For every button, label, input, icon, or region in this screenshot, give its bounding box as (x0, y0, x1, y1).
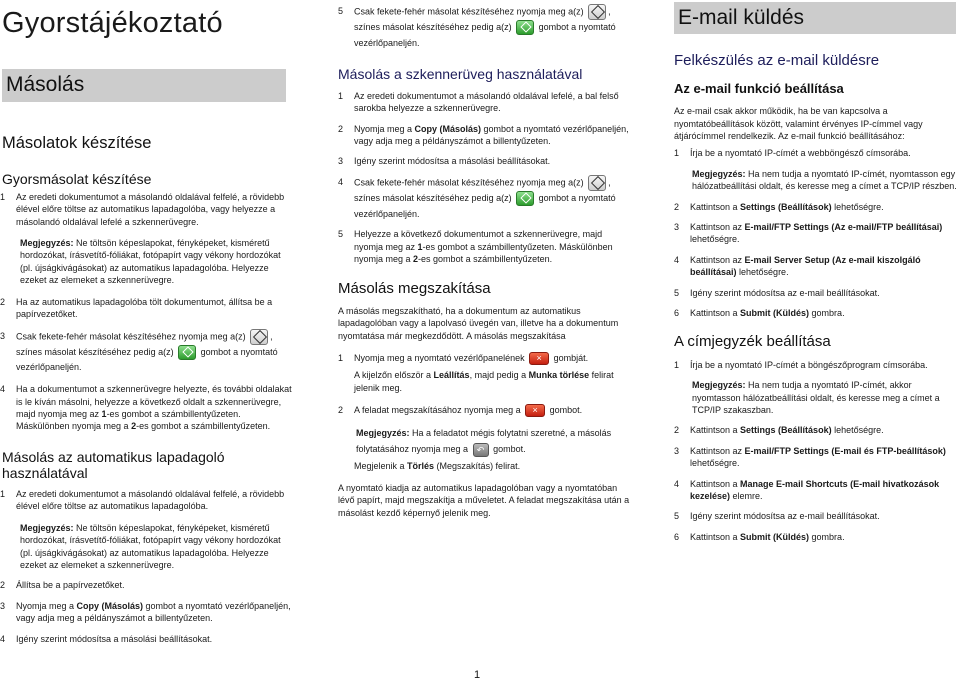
step-auto-1: 1 Az eredeti dokumentumot a másolandó oldalával felfelé, a rövidebb élével előre töltse az automatikus lapadagolóba. (0, 488, 285, 512)
step-auto-5: 5 Csak fekete-fehér másolat készítéséhez nyomja meg a(z) , színes másolat készítéséhez pedig a(z) gombot a nyomtató vezérlőpaneljén. (338, 6, 616, 48)
heading-gyorsmasolat: Gyorsmásolat készítése (2, 170, 152, 187)
document-title: Gyorstájékoztató (2, 7, 223, 39)
step-cim-1: 1 Írja be a nyomtató IP-címét a böngészőprogram címsorába. (674, 359, 928, 370)
back-button-icon: ↶ (473, 443, 489, 457)
heading-szkennerueveg: Másolás a szkennerüveg használatával (338, 65, 583, 82)
page-number: 1 (474, 669, 481, 681)
stop-button-icon: × (525, 404, 545, 417)
step-szkenner-2: 2 Nyomja meg a Copy (Másolás) gombot a nyomtató vezérlőpaneljén, vagy adja meg a példányszámot a billentyűzeten. (338, 123, 629, 146)
section-bar-masolas: Másolás (2, 69, 286, 102)
heading-automatikus-lapadagolo: Másolás az automatikus lapadagoló használatával (2, 448, 225, 481)
step-gyors-3: 3 Csak fekete-fehér másolat készítéséhez nyomja meg a(z) , színes másolat készítéséhez pedig a(z) gombot a nyomtató vezérlőpaneljén. (0, 330, 278, 373)
step-gyors-1: 1 Az eredeti dokumentumot a másolandó oldalával felfelé, a rövidebb élével előre töltse az automatikus lapadagolóba, vagy helyezze a másolandó oldalával lefelé a szkennerüvegre. (0, 191, 285, 227)
step-szkenner-3: 3 Igény szerint módosítsa a másolási beállításokat. (338, 156, 551, 167)
step-email-6: 6 Kattintson a Submit (Küldés) gombra. (674, 308, 845, 319)
step-cim-4: 4 Kattintson a Manage E-mail Shortcuts (E-mail hivatkozások kezelése) elemre. (674, 478, 940, 501)
step-email-4: 4 Kattintson az E-mail Server Setup (Az e-mail kiszolgáló beállításai) lehetőségre. (674, 254, 921, 278)
step-megszak-2: 2 A feladat megszakításához nyomja meg a × gombot. (338, 405, 583, 416)
megszak-1-sub: A kijelzőn először a Leállítás, majd pedig a Munka törlése felirat jelenik meg. (354, 370, 614, 393)
step-email-2: 2 Kattintson a Settings (Beállítások) lehetőségre. (674, 201, 884, 212)
stop-button-icon: × (529, 352, 549, 365)
heading-masolatok-keszitese: Másolatok készítése (2, 133, 152, 152)
note-megszak: Megjegyzés: Ha a feladatot mégis folytatni szeretné, a másolás folytatásához nyomja meg a ↶ gombot. (356, 428, 612, 455)
step-megszak-1: 1 Nyomja meg a nyomtató vezérlőpanelének × gombját. (338, 353, 589, 364)
step-cim-3: 3 Kattintson az E-mail/FTP Settings (E-mail és FTP-beállítások) lehetőségre. (674, 445, 946, 469)
megszakitas-outro: A nyomtató kiadja az automatikus lapadagolóban vagy a nyomtatóban lévő papírt, majd megszakítja a műveletet. A feladat megszakítása után a másolást kezdő képernyő jelenik meg. (338, 483, 630, 518)
step-gyors-2: 2 Ha az automatikus lapadagolóba tölt dokumentumot, állítsa be a papírvezetőket. (0, 296, 273, 320)
step-cim-2: 2 Kattintson a Settings (Beállítások) lehetőségre. (674, 425, 884, 436)
step-auto-2: 2 Állítsa be a papírvezetőket. (0, 580, 125, 591)
column-right (674, 0, 960, 543)
step-auto-3: 3 Nyomja meg a Copy (Másolás) gombot a nyomtató vezérlőpaneljén, vagy adja meg a példányszámot a billentyűzeten. (0, 600, 291, 624)
step-cim-5: 5 Igény szerint módosítsa az e-mail beállításokat. (674, 511, 880, 522)
heading-email-funkcio: Az e-mail funkció beállítása (674, 81, 844, 97)
step-szkenner-4: 4 Csak fekete-fehér másolat készítéséhez nyomja meg a(z) , színes másolat készítéséhez pedig a(z) gombot a nyomtató vezérlőpaneljén. (338, 176, 616, 219)
heading-cimjegyzek: A címjegyzék beállítása (674, 333, 831, 351)
color-start-button-icon (516, 20, 534, 35)
step-email-3: 3 Kattintson az E-mail/FTP Settings (Az e-mail/FTP beállításai) lehetőségre. (674, 222, 943, 245)
step-cim-6: 6 Kattintson a Submit (Küldés) gombra. (674, 531, 845, 542)
start-button-icon (588, 175, 606, 191)
step-szkenner-1: 1 Az eredeti dokumentumot a másolandó oldalával lefelé, a bal felső sarokba helyezze a szkennerüvegre. (338, 90, 619, 114)
column-middle (338, 0, 631, 519)
color-start-button-icon (178, 345, 196, 360)
note-cim: Megjegyzés: Ha nem tudja a nyomtató IP-címét, akkor nyomtasson hálózatbeállítási oldalt, és keresse meg a címet a TCP/IP szakaszban. (692, 380, 940, 415)
heading-masolas-megszakitasa: Másolás megszakítása (338, 279, 491, 297)
step-szkenner-5: 5 Helyezze a következő dokumentumot a szkennerüvegre, majd nyomja meg az 1-es gombot a számbillentyűzeten. Máskülönben nyomja meg a 2-es gombot a számbillentyűzeten. (338, 229, 613, 265)
note-gyors: Megjegyzés: Ne töltsön képeslapokat, fényképeket, kisméretű hordozókat, írásvetítő-fóliákat, fotópapírt vagy vékony hordozókat (pl. újságkivágásokat) az automatikus lapadagolóba. Helyezze ezeket az elemeket a szkennerüvegre. (20, 238, 281, 286)
note-auto: Megjegyzés: Ne töltsön képeslapokat, fényképeket, kisméretű hordozókat, írásvetítő-fóliákat, fotópapírt vagy vékony hordozókat (pl. újságkivágásokat) az automatikus lapadagolóba. Helyezze ezeket az elemeket a szkennerüvegre. (20, 522, 281, 570)
step-auto-4: 4 Igény szerint módosítsa a másolási beállításokat. (0, 633, 213, 644)
heading-felkeszules: Felkészülés az e-mail küldésre (674, 52, 880, 69)
email-intro: Az e-mail csak akkor működik, ha be van kapcsolva a nyomtatóbeállítások között, valamint érvényes IP-címmel vagy átjárócímmel rendelkezik. Az e-mail funkció beállításához: (674, 106, 923, 141)
color-start-button-icon (516, 191, 534, 206)
megszakitas-intro: A másolás megszakítható, ha a dokumentum az automatikus lapadagolóban vagy a lapolvasó üvegén van, illetve ha a dokumentum nyomtatása már megkezdődött. A másolás megszakítása (338, 305, 619, 341)
section-bar-email: E-mail küldés (674, 2, 956, 34)
megszak-note-2: Megjelenik a Törlés (Megszakítás) felirat. (354, 460, 521, 471)
note-email: Megjegyzés: Ha nem tudja a nyomtató IP-címét, nyomtasson egy hálózatbeállítási oldalt, és keresse meg a címet a TCP/IP részben. (692, 168, 957, 192)
step-email-1: 1 Írja be a nyomtató IP-címét a webböngésző címsorába. (674, 148, 911, 159)
start-button-icon (250, 329, 268, 345)
step-email-5: 5 Igény szerint módosítsa az e-mail beállításokat. (674, 287, 880, 298)
start-button-icon (588, 4, 606, 20)
step-gyors-4: 4 Ha a dokumentumot a szkennerüvegre helyezte, és további oldalakat is le kíván másolni, helyezze a következő oldalt a szkennerüvegre, majd nyomja meg az 1-es gombot a számbillentyűzeten. Máskülönben nyomja meg a 2-es gombot a számbillentyűzeten. (0, 384, 292, 432)
column-left (0, 0, 292, 645)
